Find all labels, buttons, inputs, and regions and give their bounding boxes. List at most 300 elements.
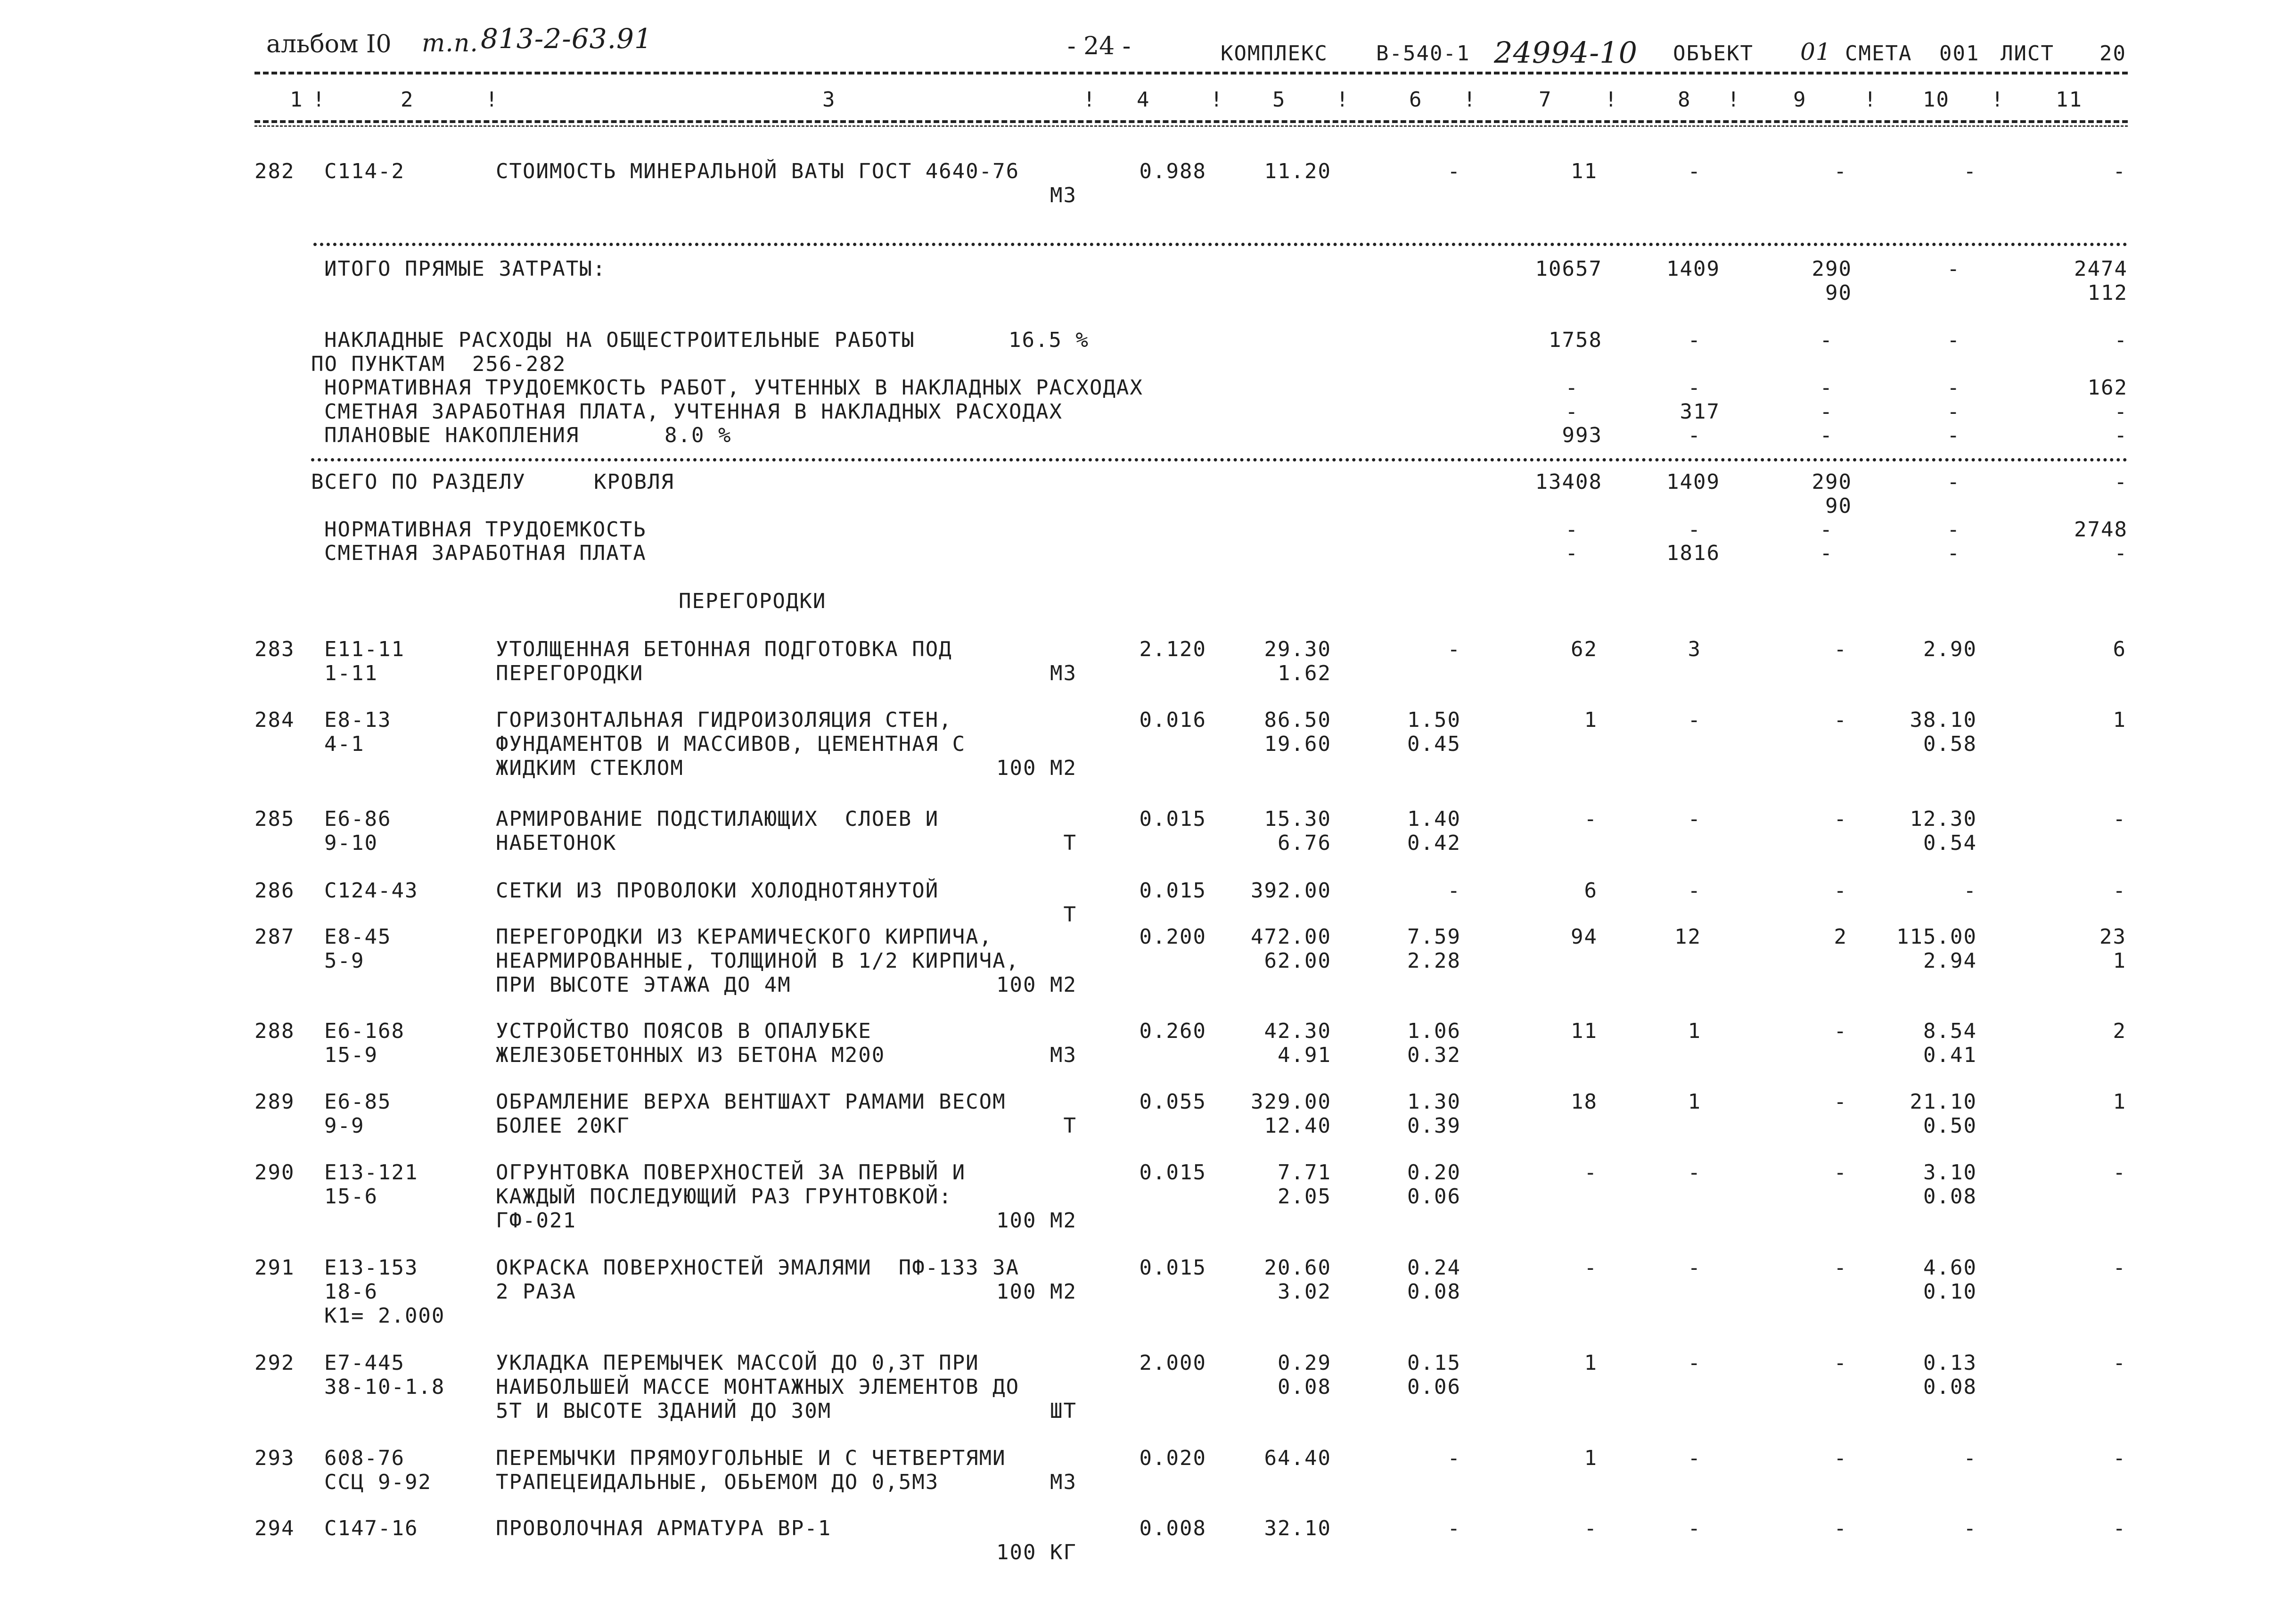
column-separator: !	[1336, 88, 1350, 112]
norm-trud-nakl-c8: -	[1688, 376, 1701, 400]
row-description: НАБЕТОНОК	[496, 831, 617, 855]
plan-c11: -	[2114, 423, 2128, 447]
nakl-c11: -	[2114, 328, 2128, 352]
row-description: ЖИДКИМ СТЕКЛОМ	[496, 756, 684, 780]
row-code: 38-10-1.8	[324, 1375, 445, 1399]
row-total-wage: -	[1688, 1160, 1701, 1185]
row-total-wage: 12	[1674, 925, 1701, 949]
row-labor-total: -	[2113, 1160, 2126, 1185]
row-number: 291	[254, 1256, 295, 1280]
row-labor-unit: 3.10	[1923, 1160, 1977, 1185]
row-code: Е11-11	[324, 637, 405, 661]
row-number: 283	[254, 637, 295, 661]
row-code: 1-11	[324, 661, 378, 685]
column-separator: !	[1083, 88, 1097, 112]
row-labor-total: -	[2113, 1516, 2126, 1540]
row-wage-price: 1.30	[1407, 1090, 1461, 1114]
norm-trud-c11: 2748	[2074, 518, 2128, 542]
row-total-cost: 18	[1571, 1090, 1598, 1114]
row-unit-price: 32.10	[1264, 1516, 1331, 1540]
row-total-wage: 1	[1688, 1019, 1701, 1043]
row-wage-price: 0.15	[1407, 1351, 1461, 1375]
row-wage-price: 0.06	[1407, 1375, 1461, 1399]
itogo-c10: -	[1947, 257, 1960, 281]
norm-trud-nakl-c10: -	[1947, 376, 1960, 400]
row-machine: -	[1834, 1090, 1847, 1114]
vsego-c11: -	[2114, 470, 2128, 494]
plan-c7: 993	[1562, 423, 1602, 447]
row-wage-price: 0.42	[1407, 831, 1461, 855]
po-punktam: ПО ПУНКТАМ 256-282	[311, 352, 566, 376]
kompleks-label: КОМПЛЕКС	[1221, 41, 1328, 66]
column-number-8: 8	[1678, 88, 1691, 112]
row-code: Е6-168	[324, 1019, 405, 1043]
row-labor-total: -	[2113, 1351, 2126, 1375]
dotted-separator-2	[311, 458, 2128, 461]
vsego-c8: 1409	[1666, 470, 1720, 494]
row-quantity: 0.020	[1139, 1446, 1206, 1470]
row-total-cost: 6	[1584, 879, 1598, 903]
row-total-cost: -	[1584, 807, 1598, 831]
itogo-c9: 290	[1812, 257, 1852, 281]
row-machine: -	[1834, 807, 1847, 831]
row-code: Е6-86	[324, 807, 392, 831]
nakl-c8: -	[1688, 328, 1701, 352]
row-labor-total: 23	[2099, 925, 2126, 949]
itogo-c7: 10657	[1535, 257, 1602, 281]
row-total-cost: -	[1584, 1516, 1598, 1540]
row-unit-price: 329.00	[1251, 1090, 1331, 1114]
plan-c8: -	[1688, 423, 1701, 447]
row-quantity: 0.055	[1139, 1090, 1206, 1114]
row-quantity: 0.015	[1139, 807, 1206, 831]
row-description: ПЕРЕГОРОДКИ	[496, 661, 644, 685]
row-number: 284	[254, 708, 295, 732]
section-title: ПЕРЕГОРОДКИ	[679, 589, 827, 613]
row-machine: -	[1834, 1516, 1847, 1540]
row-description: СТОИМОСТЬ МИНЕРАЛЬНОЙ ВАТЫ ГОСТ 4640-76	[496, 159, 1020, 183]
row-number: 289	[254, 1090, 295, 1114]
row-labor-unit: 38.10	[1910, 708, 1977, 732]
row-code: 9-10	[324, 831, 378, 855]
row-unit: М3	[1050, 661, 1077, 685]
row-labor-total: 1	[2113, 1090, 2126, 1114]
column-separator: !	[1463, 88, 1477, 112]
row-labor-unit: 0.10	[1923, 1280, 1977, 1304]
row-number: 287	[254, 925, 295, 949]
row-quantity: 0.015	[1139, 879, 1206, 903]
smet-zp-nakl-c8: 317	[1680, 400, 1720, 424]
row-code: 15-6	[324, 1185, 378, 1209]
row-quantity: 2.000	[1139, 1351, 1206, 1375]
row-labor-unit: 0.54	[1923, 831, 1977, 855]
row-description: БОЛЕЕ 20КГ	[496, 1114, 630, 1138]
row-labor-total: 1	[2113, 708, 2126, 732]
column-separator: !	[1991, 88, 2005, 112]
row-wage-price: 2.28	[1407, 949, 1461, 973]
row-total-cost: 1	[1584, 1446, 1598, 1470]
row-code: 15-9	[324, 1043, 378, 1067]
row-labor-unit: 0.50	[1923, 1114, 1977, 1138]
row-total-cost: 1	[1584, 708, 1598, 732]
row-unit-price: 15.30	[1264, 807, 1331, 831]
row-code: 5-9	[324, 949, 365, 973]
row-labor-unit: 0.08	[1923, 1185, 1977, 1209]
row-total-wage: -	[1688, 879, 1701, 903]
row-labor-unit: 0.41	[1923, 1043, 1977, 1067]
row-total-wage: -	[1688, 807, 1701, 831]
row-code: Е7-445	[324, 1351, 405, 1375]
row-quantity: 2.120	[1139, 637, 1206, 661]
row-description: ГОРИЗОНТАЛЬНАЯ ГИДРОИЗОЛЯЦИЯ СТЕН,	[496, 708, 952, 732]
column-number-11: 11	[2056, 88, 2083, 112]
column-number-7: 7	[1539, 88, 1552, 112]
row-labor-unit: 115.00	[1896, 925, 1977, 949]
row-unit-price: 86.50	[1264, 708, 1331, 732]
column-separator: !	[312, 88, 326, 112]
column-separator: !	[1864, 88, 1878, 112]
row-unit-price: 42.30	[1264, 1019, 1331, 1043]
row-quantity: 0.015	[1139, 1160, 1206, 1185]
row-machine: -	[1834, 1019, 1847, 1043]
itogo-c11: 2474	[2074, 257, 2128, 281]
row-wage-price: -	[1447, 1446, 1461, 1470]
row-labor-total: -	[2113, 807, 2126, 831]
row-number: 293	[254, 1446, 295, 1470]
row-total-wage: 1	[1688, 1090, 1701, 1114]
row-description: ПЕРЕМЫЧКИ ПРЯМОУГОЛЬНЫЕ И С ЧЕТВЕРТЯМИ	[496, 1446, 1006, 1470]
row-unit-price: 20.60	[1264, 1256, 1331, 1280]
row-quantity: 0.008	[1139, 1516, 1206, 1540]
row-labor-unit: -	[1963, 879, 1977, 903]
column-separator: !	[1605, 88, 1618, 112]
column-separator: !	[1210, 88, 1224, 112]
row-labor-total: 2	[2113, 1019, 2126, 1043]
tp-number: 813-2-63.91	[481, 23, 652, 55]
row-machine: -	[1834, 879, 1847, 903]
smet-zp-c8: 1816	[1666, 541, 1720, 565]
header-rule	[254, 72, 2128, 74]
row-description: ТРАПЕЦЕИДАЛЬНЫЕ, ОБЬЕМОМ ДО 0,5М3	[496, 1470, 939, 1494]
row-labor-unit: 4.60	[1923, 1256, 1977, 1280]
row-code: Е6-85	[324, 1090, 392, 1114]
norm-trud-nakl-c9: -	[1820, 376, 1833, 400]
norm-trud-nakl-label: НОРМАТИВНАЯ ТРУДОЕМКОСТЬ РАБОТ, УЧТЕННЫХ В НАКЛАДНЫХ РАСХОДАХ	[324, 376, 1143, 400]
nakl-c9: -	[1820, 328, 1833, 352]
row-labor-unit: 2.94	[1923, 949, 1977, 973]
row-total-wage: 3	[1688, 637, 1701, 661]
smeta-value: 001	[1939, 41, 1980, 66]
row-total-cost: -	[1584, 1256, 1598, 1280]
row-wage-price: 1.40	[1407, 807, 1461, 831]
smet-zp-nakl-c9: -	[1820, 400, 1833, 424]
row-quantity: 0.988	[1139, 159, 1206, 183]
norm-trud-c7: -	[1565, 518, 1579, 542]
column-rule	[254, 120, 2128, 123]
row-labor-unit: 12.30	[1910, 807, 1977, 831]
row-description: НЕАРМИРОВАННЫЕ, ТОЛЩИНОЙ В 1/2 КИРПИЧА,	[496, 949, 1020, 973]
row-description: СЕТКИ ИЗ ПРОВОЛОКИ ХОЛОДНОТЯНУТОЙ	[496, 879, 939, 903]
row-wage-price: 0.39	[1407, 1114, 1461, 1138]
row-total-wage: -	[1688, 159, 1701, 183]
row-unit: 100 КГ	[996, 1540, 1077, 1564]
norm-trud-c10: -	[1947, 518, 1960, 542]
row-total-wage: -	[1688, 1446, 1701, 1470]
row-labor-total-2: 1	[2113, 949, 2126, 973]
vsego-c7: 13408	[1535, 470, 1602, 494]
row-wage-price: -	[1447, 637, 1461, 661]
kompleks-value: В-540-1	[1376, 41, 1470, 66]
row-code: 4-1	[324, 732, 365, 756]
smet-zp-nakl-label: СМЕТНАЯ ЗАРАБОТНАЯ ПЛАТА, УЧТЕННАЯ В НАКЛАДНЫХ РАСХОДАХ	[324, 400, 1063, 424]
row-labor-unit: 21.10	[1910, 1090, 1977, 1114]
norm-trud-nakl-c11: 162	[2087, 376, 2128, 400]
row-code: Е13-121	[324, 1160, 418, 1185]
row-unit: М3	[1050, 1043, 1077, 1067]
norm-trud-label: НОРМАТИВНАЯ ТРУДОЕМКОСТЬ	[324, 518, 647, 542]
row-machine: -	[1834, 708, 1847, 732]
row-unit-price: 2.05	[1278, 1185, 1331, 1209]
row-machine: -	[1834, 159, 1847, 183]
row-unit-price: 7.71	[1278, 1160, 1331, 1185]
row-unit-price: 11.20	[1264, 159, 1331, 183]
row-machine: -	[1834, 637, 1847, 661]
handwritten-number: 24994-10	[1494, 35, 1638, 70]
row-number: 282	[254, 159, 295, 183]
smet-zp-c11: -	[2114, 541, 2128, 565]
tp-label: т.п.	[422, 29, 478, 58]
row-unit: Т	[1063, 903, 1077, 927]
row-wage-price: 0.20	[1407, 1160, 1461, 1185]
row-description: 5Т И ВЫСОТЕ ЗДАНИЙ ДО 30М	[496, 1399, 832, 1423]
album-label: альбом I0	[266, 30, 392, 58]
row-unit-price: 0.29	[1278, 1351, 1331, 1375]
row-description: 2 РАЗА	[496, 1280, 576, 1304]
plan-c9: -	[1820, 423, 1833, 447]
row-code: К1= 2.000	[324, 1304, 445, 1328]
row-wage-price: 7.59	[1407, 925, 1461, 949]
row-number: 285	[254, 807, 295, 831]
smet-zp-nakl-c7: -	[1565, 400, 1579, 424]
row-unit-price: 1.62	[1278, 661, 1331, 685]
vsego-c10: -	[1947, 470, 1960, 494]
row-quantity: 0.260	[1139, 1019, 1206, 1043]
row-unit-price: 392.00	[1251, 879, 1331, 903]
itogo-c8: 1409	[1666, 257, 1720, 281]
plan-pct: 8.0 %	[664, 423, 732, 447]
row-description: АРМИРОВАНИЕ ПОДСТИЛАЮЩИХ СЛОЕВ И	[496, 807, 939, 831]
row-machine: 2	[1834, 925, 1847, 949]
smet-zp-c10: -	[1947, 541, 1960, 565]
itogo-c11b: 112	[2087, 281, 2128, 305]
row-labor-unit: 0.13	[1923, 1351, 1977, 1375]
row-code: Е13-153	[324, 1256, 418, 1280]
page-number: - 24 -	[1067, 32, 1131, 60]
smet-zp-nakl-c10: -	[1947, 400, 1960, 424]
row-labor-total: -	[2113, 159, 2126, 183]
row-unit: Т	[1063, 831, 1077, 855]
row-unit-price: 64.40	[1264, 1446, 1331, 1470]
row-description: УТОЛЩЕННАЯ БЕТОННАЯ ПОДГОТОВКА ПОД	[496, 637, 952, 661]
row-wage-price: 0.32	[1407, 1043, 1461, 1067]
row-code: Е8-13	[324, 708, 392, 732]
row-description: ПРОВОЛОЧНАЯ АРМАТУРА ВР-1	[496, 1516, 832, 1540]
dotted-separator	[313, 243, 2128, 246]
row-number: 286	[254, 879, 295, 903]
norm-trud-c9: -	[1820, 518, 1833, 542]
row-labor-unit: -	[1963, 159, 1977, 183]
row-code: 18-6	[324, 1280, 378, 1304]
vsego-section: КРОВЛЯ	[594, 470, 674, 494]
column-number-2: 2	[401, 88, 414, 112]
row-number: 288	[254, 1019, 295, 1043]
row-quantity: 0.016	[1139, 708, 1206, 732]
column-separator: !	[1727, 88, 1741, 112]
row-total-wage: -	[1688, 1516, 1701, 1540]
row-total-cost: 62	[1571, 637, 1598, 661]
row-description: ОБРАМЛЕНИЕ ВЕРХА ВЕНТШАХТ РАМАМИ ВЕСОМ	[496, 1090, 1006, 1114]
row-description: УКЛАДКА ПЕРЕМЫЧЕК МАССОЙ ДО 0,3Т ПРИ	[496, 1351, 979, 1375]
vsego-label: ВСЕГО ПО РАЗДЕЛУ	[311, 470, 526, 494]
row-unit: 100 М2	[996, 1280, 1077, 1304]
row-unit-price: 12.40	[1264, 1114, 1331, 1138]
row-total-cost: 1	[1584, 1351, 1598, 1375]
smeta-label: СМЕТА	[1845, 41, 1912, 66]
row-unit: 100 М2	[996, 1209, 1077, 1233]
column-number-10: 10	[1923, 88, 1950, 112]
smet-zp-c9: -	[1820, 541, 1833, 565]
column-number-5: 5	[1272, 88, 1286, 112]
row-code: С114-2	[324, 159, 405, 183]
column-number-4: 4	[1137, 88, 1150, 112]
row-wage-price: -	[1447, 1516, 1461, 1540]
row-labor-unit: 2.90	[1923, 637, 1977, 661]
row-description: УСТРОЙСТВО ПОЯСОВ В ОПАЛУБКЕ	[496, 1019, 872, 1043]
column-number-9: 9	[1793, 88, 1807, 112]
row-description: ЖЕЛЕЗОБЕТОННЫХ ИЗ БЕТОНА М200	[496, 1043, 886, 1067]
plan-c10: -	[1947, 423, 1960, 447]
row-wage-price: -	[1447, 879, 1461, 903]
row-description: КАЖДЫЙ ПОСЛЕДУЮЩИЙ РАЗ ГРУНТОВКОЙ:	[496, 1185, 952, 1209]
nakl-pct: 16.5 %	[1009, 328, 1089, 352]
vsego-c9: 290	[1812, 470, 1852, 494]
row-unit-price: 472.00	[1251, 925, 1331, 949]
row-quantity: 0.200	[1139, 925, 1206, 949]
itogo-label: ИТОГО ПРЯМЫЕ ЗАТРАТЫ:	[324, 257, 607, 281]
smet-zp-label: СМЕТНАЯ ЗАРАБОТНАЯ ПЛАТА	[324, 541, 647, 565]
row-wage-price: 0.24	[1407, 1256, 1461, 1280]
row-labor-unit: -	[1963, 1516, 1977, 1540]
smet-zp-c7: -	[1565, 541, 1579, 565]
row-unit: ШТ	[1050, 1399, 1077, 1423]
row-total-cost: 11	[1571, 1019, 1598, 1043]
row-code: Е8-45	[324, 925, 392, 949]
row-unit: Т	[1063, 1114, 1077, 1138]
row-machine: -	[1834, 1256, 1847, 1280]
norm-trud-c8: -	[1688, 518, 1701, 542]
row-total-cost: 11	[1571, 159, 1598, 183]
row-labor-unit: 8.54	[1923, 1019, 1977, 1043]
nakl-c10: -	[1947, 328, 1960, 352]
row-code: ССЦ 9-92	[324, 1470, 432, 1494]
row-labor-total: -	[2113, 1256, 2126, 1280]
row-description: НАИБОЛЬШЕЙ МАССЕ МОНТАЖНЫХ ЭЛЕМЕНТОВ ДО	[496, 1375, 1020, 1399]
column-number-3: 3	[822, 88, 836, 112]
row-description: ОГРУНТОВКА ПОВЕРХНОСТЕЙ ЗА ПЕРВЫЙ И	[496, 1160, 966, 1185]
row-unit: 100 М2	[996, 756, 1077, 780]
column-number-1: 1	[290, 88, 303, 112]
row-unit-price: 3.02	[1278, 1280, 1331, 1304]
row-total-wage: -	[1688, 1351, 1701, 1375]
row-unit-price: 4.91	[1278, 1043, 1331, 1067]
object-label: ОБЪЕКТ	[1673, 41, 1754, 66]
row-total-cost: 94	[1571, 925, 1598, 949]
row-description: ФУНДАМЕНТОВ И МАССИВОВ, ЦЕМЕНТНАЯ С	[496, 732, 966, 756]
nakl-label: НАКЛАДНЫЕ РАСХОДЫ НА ОБЩЕСТРОИТЕЛЬНЫЕ РАБОТЫ	[324, 328, 915, 352]
row-unit-price: 6.76	[1278, 831, 1331, 855]
row-unit: 100 М2	[996, 973, 1077, 997]
row-code: 608-76	[324, 1446, 405, 1470]
row-description: ОКРАСКА ПОВЕРХНОСТЕЙ ЭМАЛЯМИ ПФ-133 ЗА	[496, 1256, 1020, 1280]
norm-trud-nakl-c7: -	[1565, 376, 1579, 400]
row-labor-unit: 0.58	[1923, 732, 1977, 756]
row-wage-price: 0.06	[1407, 1185, 1461, 1209]
row-machine: -	[1834, 1446, 1847, 1470]
list-value: 20	[2099, 41, 2126, 66]
row-unit-price: 0.08	[1278, 1375, 1331, 1399]
list-label: ЛИСТ	[2001, 41, 2054, 66]
smet-zp-nakl-c11: -	[2114, 400, 2128, 424]
row-number: 294	[254, 1516, 295, 1540]
row-labor-total: -	[2113, 879, 2126, 903]
row-total-wage: -	[1688, 1256, 1701, 1280]
row-labor-unit: -	[1963, 1446, 1977, 1470]
row-code: С124-43	[324, 879, 418, 903]
row-machine: -	[1834, 1351, 1847, 1375]
row-quantity: 0.015	[1139, 1256, 1206, 1280]
row-number: 292	[254, 1351, 295, 1375]
row-unit-price: 62.00	[1264, 949, 1331, 973]
vsego-c9b: 90	[1825, 494, 1852, 518]
nakl-c7: 1758	[1549, 328, 1602, 352]
row-labor-unit: 0.08	[1923, 1375, 1977, 1399]
row-description: ГФ-021	[496, 1209, 576, 1233]
row-labor-total: -	[2113, 1446, 2126, 1470]
column-rule-thin	[254, 125, 2128, 127]
row-unit-price: 29.30	[1264, 637, 1331, 661]
row-wage-price: 1.06	[1407, 1019, 1461, 1043]
row-code: 9-9	[324, 1114, 365, 1138]
row-description: ПРИ ВЫСОТЕ ЭТАЖА ДО 4М	[496, 973, 791, 997]
row-total-wage: -	[1688, 708, 1701, 732]
row-description: ПЕРЕГОРОДКИ ИЗ КЕРАМИЧЕСКОГО КИРПИЧА,	[496, 925, 993, 949]
row-labor-total: 6	[2113, 637, 2126, 661]
row-wage-price: -	[1447, 159, 1461, 183]
plan-label: ПЛАНОВЫЕ НАКОПЛЕНИЯ	[324, 423, 580, 447]
row-wage-price: 1.50	[1407, 708, 1461, 732]
object-value: 01	[1800, 38, 1831, 66]
row-total-cost: -	[1584, 1160, 1598, 1185]
row-machine: -	[1834, 1160, 1847, 1185]
row-code: С147-16	[324, 1516, 418, 1540]
row-unit: М3	[1050, 183, 1077, 207]
row-number: 290	[254, 1160, 295, 1185]
row-unit-price: 19.60	[1264, 732, 1331, 756]
row-wage-price: 0.08	[1407, 1280, 1461, 1304]
row-wage-price: 0.45	[1407, 732, 1461, 756]
column-number-6: 6	[1409, 88, 1423, 112]
row-unit: М3	[1050, 1470, 1077, 1494]
